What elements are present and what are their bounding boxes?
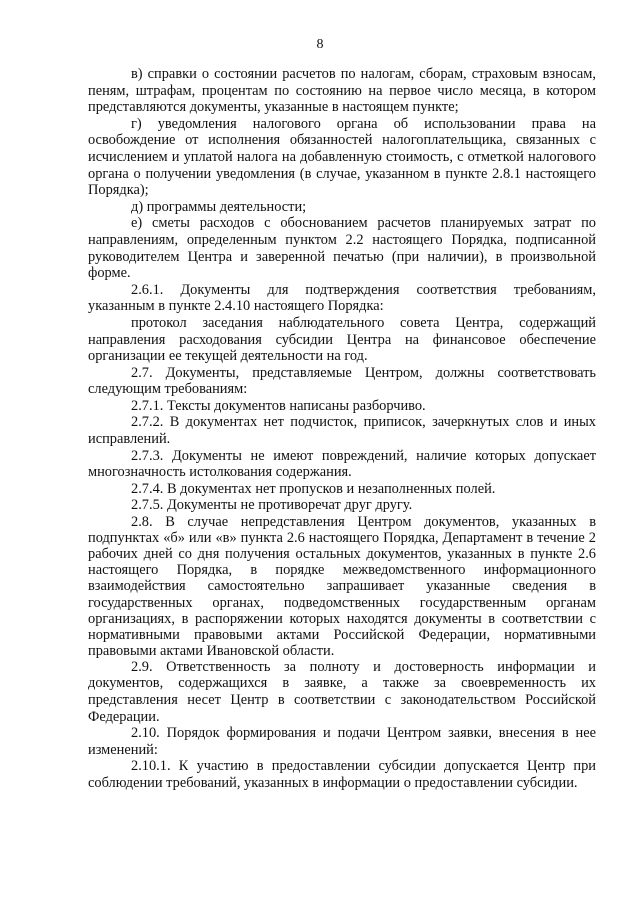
paragraph-2-7: 2.7. Документы, представляемые Центром, должны соответствовать следующим требованиям:: [88, 364, 596, 398]
paragraph-2-9: 2.9. Ответственность за полноту и достоверность информации и документов, содержащихся в заявке, а также за своевременность их представления несет Центр в соответствии с законодательством Российской Федерации.: [88, 658, 596, 725]
paragraph-2-10: 2.10. Порядок формирования и подачи Центром заявки, внесения в нее изменений:: [88, 725, 596, 758]
paragraph-2-7-5: 2.7.5. Документы не противоречат друг другу.: [131, 497, 413, 514]
paragraph-subitem-g: г) уведомления налогового органа об использовании права на освобождение от исполнения обязанностей налогоплательщика, связанных с исчислением и уплатой налога на добавленную стоимость, с отметкой налогового органа о получении уведомления (в случае, указанном в пункте 2.8.1 настоящего Порядка);: [88, 115, 596, 199]
page-number: 8: [316, 37, 324, 52]
paragraph-2-7-2: 2.7.2. В документах нет подчисток, приписок, зачеркнутых слов и иных исправлений.: [88, 414, 596, 448]
paragraph-2-7-4: 2.7.4. В документах нет пропусков и незаполненных полей.: [131, 480, 496, 497]
document-body: [88, 66, 596, 792]
paragraph-2-6-1: 2.6.1. Документы для подтверждения соответствия требованиям, указанным в пункте 2.4.10 настоящего Порядка:: [88, 281, 596, 315]
paragraph-2-8: 2.8. В случае непредставления Центром документов, указанных в подпунктах «б» или «в» пункта 2.6 настоящего Порядка, Департамент в течение 2 рабочих дней со дня получения остальных документов, указанных в пункте 2.6 настоящего Порядка, в порядке межведомственного информационного взаимодействия самостоятельно запрашивает указанные сведения в государственных органах, подведомственных государственным органам организациях, в распоряжении которых находятся документы в соответствии с нормативными правовыми актами Российской Федерации, нормативными правовыми актами Ивановской области.: [88, 514, 596, 659]
paragraph-2-10-1: 2.10.1. К участию в предоставлении субсидии допускается Центр при соблюдении требований, указанных в информации о предоставлении субсидии.: [88, 758, 596, 792]
paragraph-subitem-e: е) сметы расходов с обоснованием расчетов планируемых затрат по направлениям, определенным пунктом 2.2 настоящего Порядка, подписанной руководителем Центра и заверенной печатью (при наличии), в произвольной форме.: [88, 215, 596, 282]
paragraph-subitem-d: д) программы деятельности;: [131, 198, 307, 215]
paragraph-2-7-3: 2.7.3. Документы не имеют повреждений, наличие которых допускает многозначность истолкования содержания.: [88, 447, 596, 481]
paragraph-2-7-1: 2.7.1. Тексты документов написаны разборчиво.: [131, 397, 426, 414]
paragraph-protocol: протокол заседания наблюдательного совета Центра, содержащий направления расходования субсидии Центра на финансовое обеспечение организации ее текущей деятельности на год.: [88, 314, 596, 365]
paragraph-subitem-v: в) справки о состоянии расчетов по налогам, сборам, страховым взносам, пеням, штрафам, процентам по состоянию на первое число месяца, в котором представляются документы, указанные в настоящем пункте;: [88, 66, 596, 116]
